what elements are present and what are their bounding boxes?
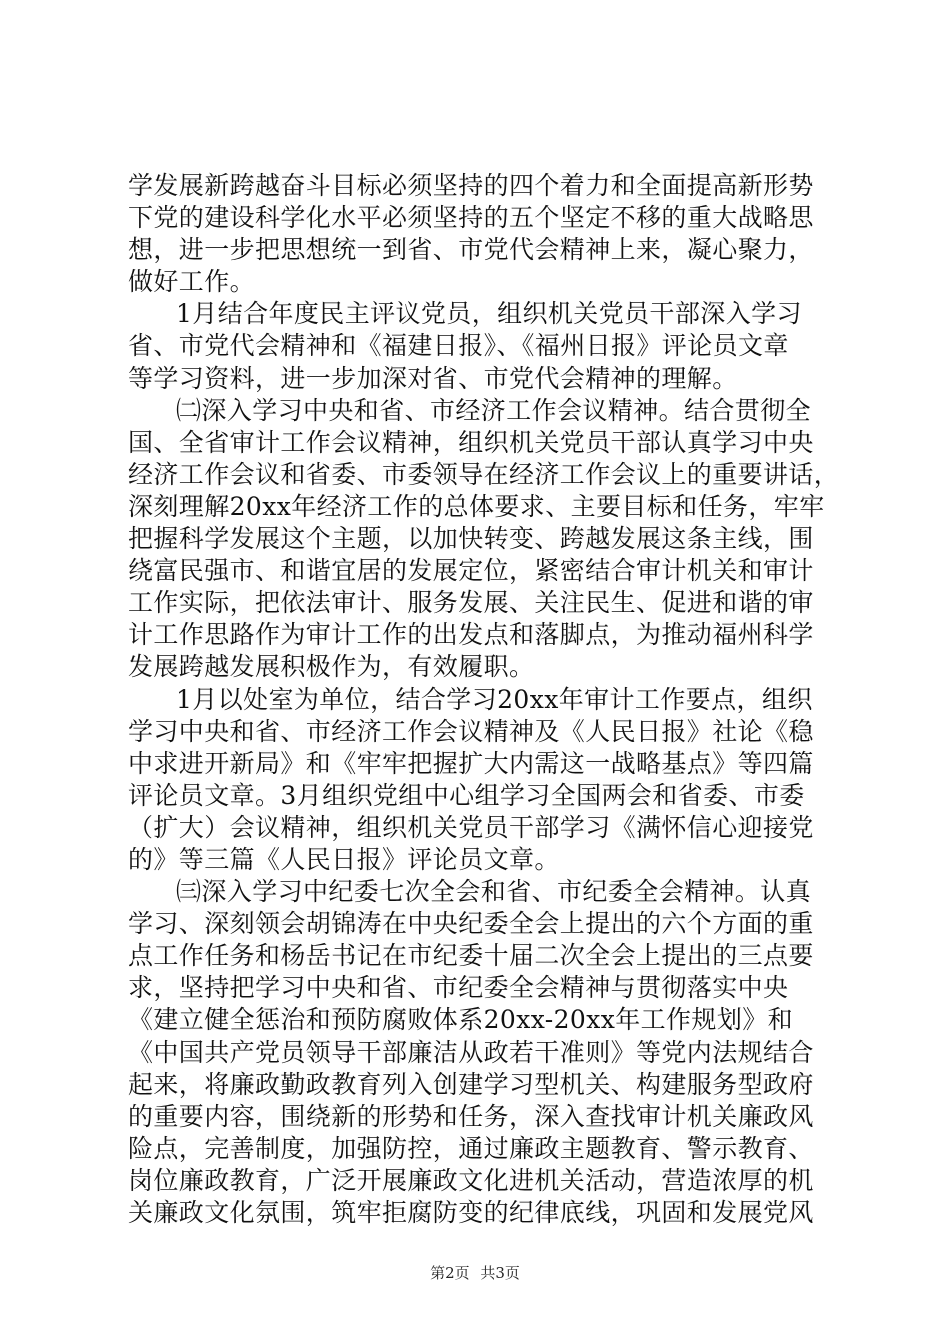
text-line: 国、全省审计工作会议精神，组织机关党员干部认真学习中央 [128,427,814,457]
text-line: 做好工作。 [128,267,256,297]
text-line: 点工作任务和杨岳书记在市纪委十届二次全会上提出的三点要 [128,941,814,971]
text-line: 求，坚持把学习中央和省、市纪委全会精神与贯彻落实中央 [128,973,789,1003]
text-line: 经济工作会议和省委、市委领导在经济工作会议上的重要讲话， [128,459,840,489]
text-line: 《建立健全惩治和预防腐败体系20xx-20xx年工作规划》和 [128,1005,794,1035]
paragraph [128,684,828,877]
text-line: 1月结合年度民主评议党员，组织机关党员干部深入学习 [176,299,802,329]
text-line: 深刻理解20xx年经济工作的总体要求、主要目标和任务，牢牢 [128,491,825,521]
paragraph [128,170,828,298]
text-line: 学发展新跨越奋斗目标必须坚持的四个着力和全面提高新形势 [128,171,814,200]
text-line: 计工作思路作为审计工作的出发点和落脚点，为推动福州科学 [128,620,814,650]
text-line: 岗位廉政教育，广泛开展廉政文化进机关活动，营造浓厚的机 [128,1165,814,1195]
text-line: 下党的建设科学化水平必须坚持的五个坚定不移的重大战略思 [128,203,814,233]
text-line: 等学习资料，进一步加深对省、市党代会精神的理解。 [128,363,738,393]
text-line: 学习中央和省、市经济工作会议精神及《人民日报》社论《稳 [128,716,814,746]
text-line: 险点，完善制度，加强防控，通过廉政主题教育、警示教育、 [128,1133,814,1163]
paragraph [128,298,828,394]
text-line: 想，进一步把思想统一到省、市党代会精神上来，凝心聚力， [128,235,814,265]
text-line: 中求进开新局》和《牢牢把握扩大内需这一战略基点》等四篇 [128,748,814,778]
text-line: 省、市党代会精神和《福建日报》、《福州日报》评论员文章 [128,331,789,361]
text-line: 评论员文章。3月组织党组中心组学习全国两会和省委、市委 [128,780,805,810]
document-body [128,170,840,1229]
page-footer [0,1262,950,1283]
text-line: 学习、深刻领会胡锦涛在中央纪委全会上提出的六个方面的重 [128,909,814,939]
text-line: 起来，将廉政勤政教育列入创建学习型机关、构建服务型政府 [128,1069,814,1099]
text-line: 关廉政文化氛围，筑牢拒腐防变的纪律底线，巩固和发展党风 [128,1198,814,1227]
text-line: ㈢深入学习中纪委七次全会和省、市纪委全会精神。认真 [176,877,812,907]
paragraph [128,876,828,1229]
page-number-current: 第2页 [430,1264,470,1282]
text-line: 的重要内容，围绕新的形势和任务，深入查找审计机关廉政风 [128,1101,814,1131]
text-line: 的》等三篇《人民日报》评论员文章。 [128,844,560,874]
text-line: 绕富民强市、和谐宜居的发展定位，紧密结合审计机关和审计 [128,556,814,586]
text-line: 1月以处室为单位，结合学习20xx年审计工作要点，组织 [176,684,813,714]
text-line: （扩大）会议精神，组织机关党员干部学习《满怀信心迎接党 [128,812,814,842]
text-line: ㈡深入学习中央和省、市经济工作会议精神。结合贯彻全 [176,395,812,425]
text-line: 发展跨越发展积极作为，有效履职。 [128,652,535,682]
text-line: 把握科学发展这个主题，以加快转变、跨越发展这条主线，围 [128,524,814,554]
text-line: 工作实际，把依法审计、服务发展、关注民生、促进和谐的审 [128,588,814,618]
page-number-total: 共3页 [480,1264,520,1282]
text-line: 《中国共产党员领导干部廉洁从政若干准则》等党内法规结合 [128,1037,814,1067]
paragraph [128,395,840,684]
